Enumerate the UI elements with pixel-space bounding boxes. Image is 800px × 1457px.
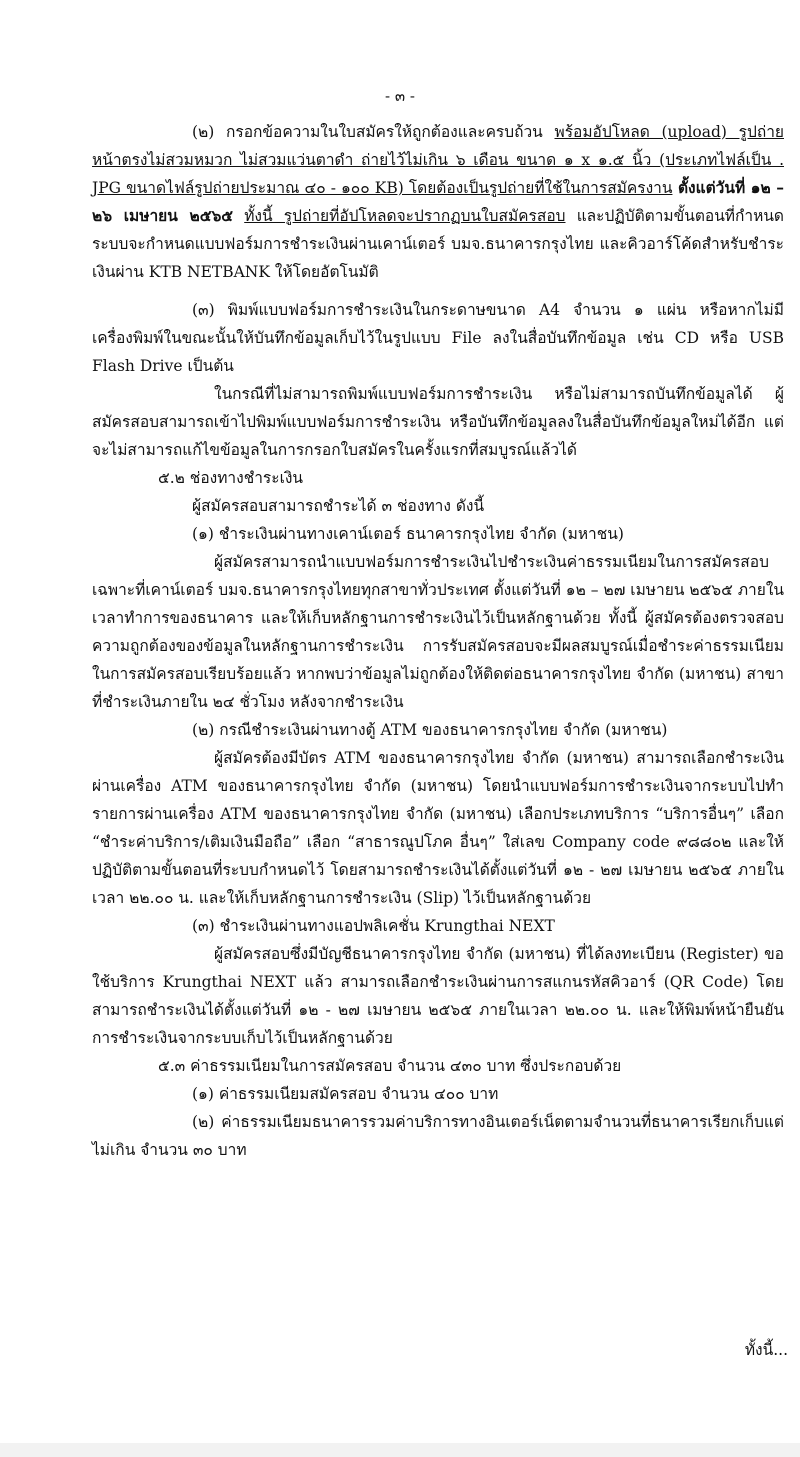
channel-3-body: ผู้สมัครสอบซึ่งมีบัญชีธนาคารกรุงไทย จำกัด (มหาชน) ที่ได้ลงทะเบียน (Register) ขอใช้บริการ Krungthai NEXT แล้ว สามารถเลือกชำระเงินผ่านการสแกนรหัสคิวอาร์ (QR Code) โดยสามารถชำระเงินได้ตั้งแต่วันที่ ๑๒ - ๒๗ เมษายน ๒๕๖๕ ภายในเวลา ๒๒.๐๐ น. และให้พิมพ์หน้ายืนยันการชำระเงินจากระบบเก็บไว้เป็นหลักฐานด้วย [92, 945, 784, 1047]
paragraph-upload-photo [92, 118, 784, 286]
document-body [92, 118, 784, 1164]
section-5-2-title: ๕.๒ ช่องทางชำระเงิน [158, 469, 304, 487]
upload-text-e: และปฏิบัติตามขั้นตอนที่กำหนด ระบบจะกำหนดแบบฟอร์มการชำระเงินผ่านเคาน์เตอร์ บมจ.ธนาคารกรุงไทย และคิวอาร์โค้ดสำหรับชำระเงินผ่าน KTB NETBANK ให้โดยอัตโนมัติ [92, 207, 784, 281]
page-bottom-edge [0, 1443, 800, 1457]
channel-1-body: ผู้สมัครสามารถนำแบบฟอร์มการชำระเงินไปชำระเงินค่าธรรมเนียมในการสมัครสอบ เฉพาะที่เคาน์เตอร์ บมจ.ธนาคารกรุงไทยทุกสาขาทั่วประเทศ ตั้งแต่วันที่ ๑๒ – ๒๗ เมษายน ๒๕๖๕ ภายในเวลาทำการของธนาคาร และให้เก็บหลักฐานการชำระเงินไว้เป็นหลักฐานด้วย ทั้งนี้ ผู้สมัครต้องตรวจสอบความถูกต้องของข้อมูลในหลักฐานการชำระเงิน การรับสมัครสอบจะมีผลสมบูรณ์เมื่อชำระค่าธรรมเนียมในการสมัครสอบเรียบร้อยแล้ว หากพบว่าข้อมูลไม่ถูกต้องให้ติดต่อธนาคารกรุงไทย จำกัด (มหาชน) สาขาที่ชำระเงินภายใน ๒๔ ชั่วโมง หลังจากชำระเงิน [92, 553, 784, 711]
section-5-3-title: ๕.๓ ค่าธรรมเนียมในการสมัครสอบ จำนวน ๔๓๐ บาท ซึ่งประกอบด้วย [158, 1057, 622, 1075]
channel-2-title: (๒) กรณีชำระเงินผ่านทางตู้ ATM ของธนาคารกรุงไทย จำกัด (มหาชน) [192, 721, 668, 739]
paragraph-print-note: ในกรณีที่ไม่สามารถพิมพ์แบบฟอร์มการชำระเงิน หรือไม่สามารถบันทึกข้อมูลได้ ผู้สมัครสอบสามารถเข้าไปพิมพ์แบบฟอร์มการชำระเงิน หรือบันทึกข้อมูลลงในสื่อบันทึกข้อมูลใหม่ได้อีก แต่จะไม่สามารถแก้ไขข้อมูลในการกรอกใบสมัครในครั้งแรกที่สมบูรณ์แล้วได้ [92, 385, 784, 459]
channel-2-body: ผู้สมัครต้องมีบัตร ATM ของธนาคารกรุงไทย จำกัด (มหาชน) สามารถเลือกชำระเงินผ่านเครื่อง ATM ของธนาคารกรุงไทย จำกัด (มหาชน) โดยนำแบบฟอร์มการชำระเงินจากระบบไปทำรายการผ่านเครื่อง ATM ของธนาคารกรุงไทย จำกัด (มหาชน) เลือกประเภทบริการ “บริการอื่นๆ” เลือก “ชำระค่าบริการ/เติมเงินมือถือ” เลือก “สาธารณูปโภค อื่นๆ” ใส่เลข Company code ๙๘๘๐๒ และให้ปฏิบัติตามขั้นตอนที่ระบบกำหนดไว้ โดยสามารถชำระเงินได้ตั้งแต่วันที่ ๑๒ - ๒๗ เมษายน ๒๕๖๕ ภายในเวลา ๒๒.๐๐ น. และให้เก็บหลักฐานการชำระเงิน (Slip) ไว้เป็นหลักฐานด้วย [92, 749, 784, 907]
fee-item-2: (๒) ค่าธรรมเนียมธนาคารรวมค่าบริการทางอินเตอร์เน็ตตามจำนวนที่ธนาคารเรียกเก็บแต่ไม่เกิน จำนวน ๓๐ บาท [92, 1113, 784, 1159]
paragraph-print-form: (๓) พิมพ์แบบฟอร์มการชำระเงินในกระดาษขนาด A4 จำนวน ๑ แผ่น หรือหากไม่มีเครื่องพิมพ์ในขณะนั้นให้บันทึกข้อมูลเก็บไว้ในรูปแบบ File ลงในสื่อบันทึกข้อมูล เช่น CD หรือ USB Flash Drive เป็นต้น [92, 301, 784, 375]
upload-text-a: (๒) กรอกข้อความในใบสมัครให้ถูกต้องและครบถ้วน [192, 123, 555, 141]
upload-date-range: ตั้งแต่วันที่ ๑๒ – ๒๖ เมษายน ๒๕๖๕ [92, 178, 784, 225]
channel-1-title: (๑) ชำระเงินผ่านทางเคาน์เตอร์ ธนาคารกรุงไทย จำกัด (มหาชน) [192, 525, 624, 543]
continuation-text: ทั้งนี้... [744, 1341, 788, 1359]
fee-item-1: (๑) ค่าธรรมเนียมสมัครสอบ จำนวน ๔๐๐ บาท [192, 1085, 499, 1103]
upload-text-underlined: พร้อมอัปโหลด (upload) รูปถ่ายหน้าตรงไม่สวมหมวก ไม่สวมแว่นตาดำ ถ่ายไว้ไม่เกิน ๖ เดือน ขนาด ๑ x ๑.๕ นิ้ว (ประเภทไฟล์เป็น . JPG ขนาดไฟล์รูปถ่ายประมาณ ๔๐ - ๑๐๐ KB) โดยต้องเป็นรูปถ่ายที่ใช้ในการสมัครงาน [92, 123, 784, 197]
section-5-2-intro: ผู้สมัครสอบสามารถชำระได้ ๓ ช่องทาง ดังนี้ [192, 497, 485, 515]
page-number: - ๓ - [385, 87, 415, 105]
upload-note-underlined: ทั้งนี้ รูปถ่ายที่อัปโหลดจะปรากฏบนใบสมัครสอบ [244, 207, 566, 225]
channel-3-title: (๓) ชำระเงินผ่านทางแอปพลิเคชั่น Krungthai NEXT [192, 917, 555, 935]
